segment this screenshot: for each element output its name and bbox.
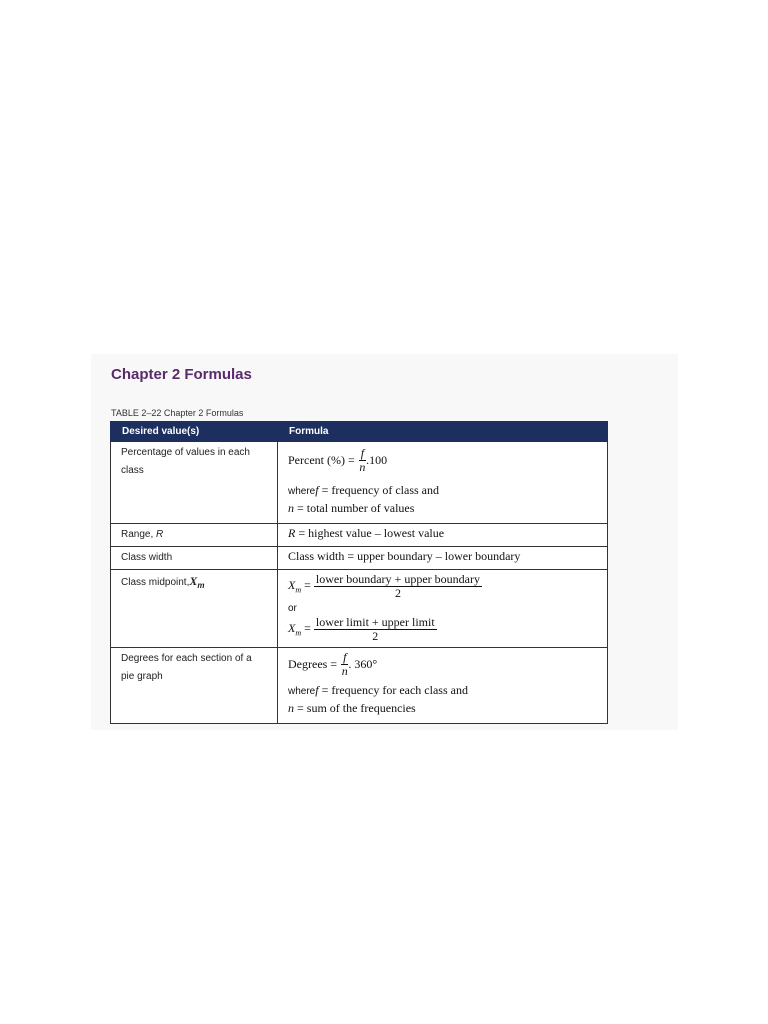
row-formula-percentage (278, 442, 608, 524)
row-desc-range: Range, R (111, 524, 278, 547)
midpoint-limit-formula: $X_m$ = $\frac{\text{lower limit + upper limit}}{2}$ (288, 615, 435, 643)
midpoint-boundary-formula: $X_m$ = $\frac{\text{lower boundary + upper boundary}}{2}$ (288, 572, 480, 600)
degrees-numerator: f (343, 650, 347, 664)
degrees-denominator: n (341, 664, 348, 678)
percent-where-line-1: wheref = frequency of class and (288, 483, 439, 497)
table-row (111, 648, 608, 724)
table-row (111, 442, 608, 524)
percent-denominator: n (359, 460, 366, 474)
table-caption: TABLE 2–22 Chapter 2 Formulas (111, 408, 244, 418)
row-formula-degrees (278, 648, 608, 724)
row-desc-class-width: Class width (111, 547, 278, 570)
degrees-lhs: Degrees = (288, 656, 338, 671)
formula-panel (91, 354, 678, 730)
percent-lhs: Percent (%) = (288, 452, 355, 467)
percent-rhs: .100 (366, 452, 388, 467)
row-desc-percentage: Percentage of values in each class (111, 442, 278, 524)
formulas-table (110, 421, 608, 724)
row-desc-class-midpoint: Class $midpoint,X_m$ (111, 570, 278, 648)
table-row (111, 524, 608, 547)
header-formula: Formula (278, 422, 608, 442)
table-row (111, 570, 608, 648)
midpoint-limit-numerator: lower limit + upper limit (315, 615, 435, 629)
degrees-where-line-2: n = sum of the frequencies (288, 701, 416, 715)
degrees-where-line-1: wheref = frequency for each class and (288, 683, 468, 697)
table-header-row (111, 422, 608, 442)
midpoint-or: or (288, 603, 297, 614)
percent-numerator: f (360, 446, 365, 460)
percent-fraction (359, 446, 366, 474)
row-formula-class-midpoint (278, 570, 608, 648)
degrees-fraction (341, 650, 348, 678)
row-desc-degrees: Degrees for each section of a pie graph (111, 648, 278, 724)
row-formula-range: R = highest value – lowest value (278, 524, 608, 547)
header-desired-values: Desired value(s) (111, 422, 278, 442)
percent-where-line-2: n = total number of values (288, 501, 415, 515)
degrees-rhs: . 360° (348, 656, 378, 671)
table-row (111, 547, 608, 570)
page-title: Chapter 2 Formulas (111, 366, 252, 383)
midpoint-limit-denominator: 2 (372, 629, 379, 643)
midpoint-boundary-denominator: 2 (394, 586, 401, 600)
midpoint-boundary-numerator: lower boundary + upper boundary (315, 572, 480, 586)
row-formula-class-width: Class width = upper boundary – lower boundary (278, 547, 608, 570)
